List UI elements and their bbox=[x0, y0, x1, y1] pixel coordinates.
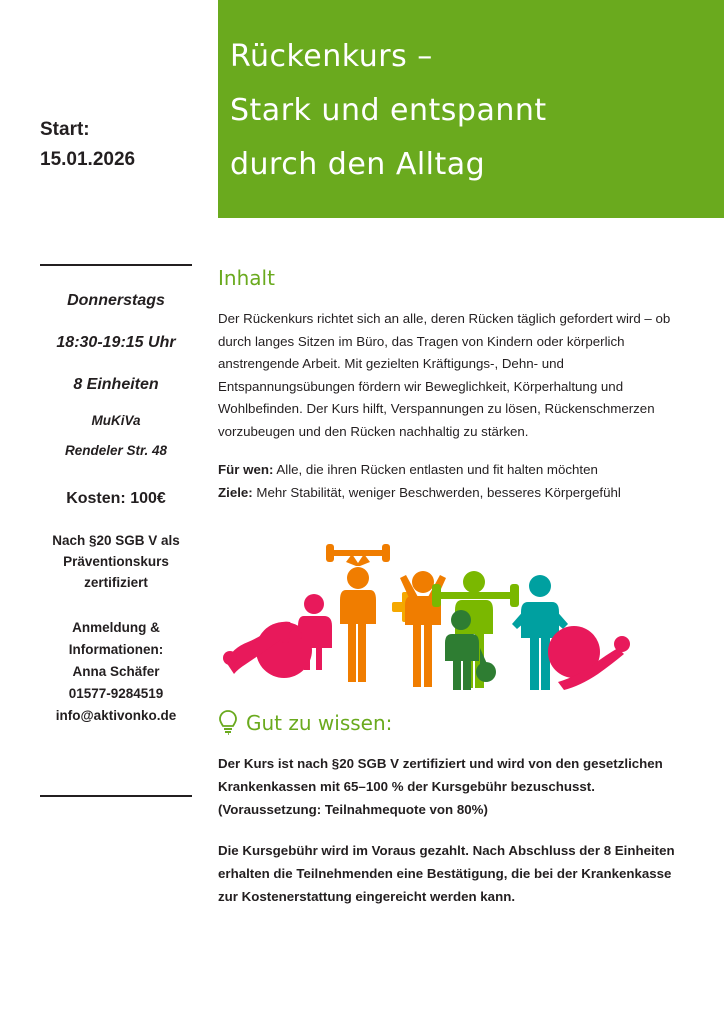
title-banner bbox=[218, 0, 724, 218]
contact-phone[interactable]: 01577-9284519 bbox=[68, 686, 164, 701]
cert-line-2: Präventionskurs bbox=[63, 554, 169, 569]
fitness-silhouettes-illustration bbox=[218, 522, 638, 692]
lightbulb-icon bbox=[218, 710, 238, 736]
for-whom-line bbox=[218, 459, 680, 482]
certification-note bbox=[30, 530, 202, 593]
venue-name: MuKiVa bbox=[91, 413, 141, 428]
start-date: 15.01.2026 bbox=[40, 149, 136, 170]
left-info-column bbox=[0, 0, 218, 1024]
contact-heading-2: Informationen: bbox=[68, 642, 164, 657]
good-to-know-title: Gut zu wissen: bbox=[246, 711, 393, 735]
contact-heading-1: Anmeldung & bbox=[72, 620, 160, 635]
start-label: Start: bbox=[40, 119, 90, 140]
left-details bbox=[30, 280, 202, 727]
course-units: 8 Einheiten bbox=[73, 376, 159, 393]
schedule-block bbox=[30, 280, 202, 466]
cert-line-1: Nach §20 SGB V als bbox=[52, 533, 180, 548]
divider-bottom bbox=[40, 795, 192, 797]
contact-email[interactable]: info@aktivonko.de bbox=[55, 708, 177, 723]
cert-line-3: zertifiziert bbox=[84, 575, 148, 590]
course-description: Der Rückenkurs richtet sich an alle, deren Rücken täglich gefordert wird – ob durch langes Sitzen im Büro, das Tragen von Kindern oder körperlich anstrengende Arbeit. Mit gezielten Kräftigungs-, Dehn- und Entspannungsübungen fördern wir Beweglichkeit, Körperhaltung und Wohlbefinden. Der Kurs hilft, Verspannungen zu lösen, Rückenschmerzen vorzubeugen und den Rücken nachhaltig zu stärken. bbox=[218, 311, 671, 439]
course-day: Donnerstags bbox=[67, 292, 165, 309]
title-line-2: Stark und entspannt bbox=[230, 93, 547, 128]
title-line-3: durch den Alltag bbox=[230, 147, 486, 182]
for-whom-label: Für wen: bbox=[218, 462, 274, 477]
divider-top bbox=[40, 264, 192, 266]
course-cost: Kosten: 100€ bbox=[66, 490, 166, 507]
good-to-know-header bbox=[218, 710, 680, 736]
main-content bbox=[218, 218, 724, 926]
venue-address: Rendeler Str. 48 bbox=[64, 443, 168, 458]
start-block bbox=[40, 115, 200, 175]
title-line-1: Rückenkurs – bbox=[230, 39, 433, 74]
goals-value: Mehr Stabilität, weniger Beschwerden, besseres Körpergefühl bbox=[252, 484, 621, 500]
contact-block bbox=[30, 617, 202, 727]
course-time: 18:30-19:15 Uhr bbox=[56, 334, 176, 351]
flyer-title bbox=[230, 30, 698, 192]
contact-name: Anna Schäfer bbox=[72, 664, 160, 679]
good-to-know-paragraph-1: Der Kurs ist nach §20 SGB V zertifiziert und wird von den gesetzlichen Krankenkassen mit 65–100 % der Kursgebühr bezuschusst. (Voraussetzung: Teilnahmequote von 80%) bbox=[218, 756, 663, 817]
section-title-inhalt: Inhalt bbox=[218, 266, 275, 290]
good-to-know-paragraph-2: Die Kursgebühr wird im Voraus gezahlt. Nach Abschluss der 8 Einheiten erhalten die Teilnehmenden eine Bestätigung, die bei der Krankenkasse zur Kostenerstattung eingereicht werden kann. bbox=[218, 843, 675, 904]
goals-line bbox=[218, 482, 680, 505]
for-whom-value: Alle, die ihren Rücken entlasten und fit halten möchten bbox=[273, 462, 598, 477]
goals-label: Ziele: bbox=[218, 484, 253, 500]
